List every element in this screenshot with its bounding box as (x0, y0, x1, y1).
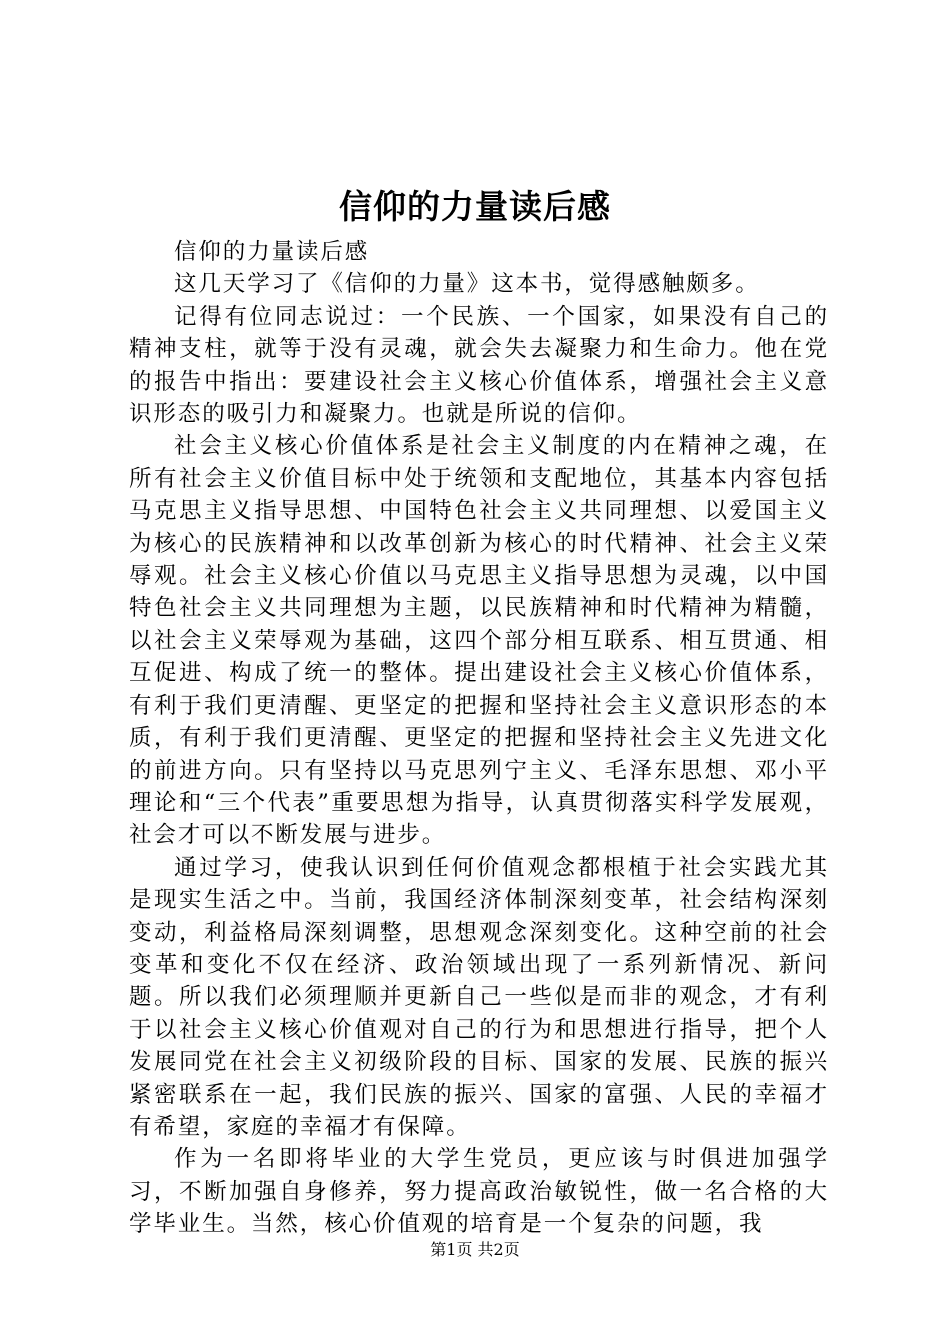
paragraph: 记得有位同志说过：一个民族、一个国家，如果没有自己的精神支柱，就等于没有灵魂，就会失去凝聚力和生命力。他在党的报告中指出：要建设社会主义核心价值体系，增强社会主义意识形态的吸引力和凝聚力。也就是所说的信仰。 (129, 303, 829, 428)
paragraph: 作为一名即将毕业的大学生党员，更应该与时俱进加强学习，不断加强自身修养，努力提高政治敏锐性，做一名合格的大学毕业生。当然，核心价值观的培育是一个复杂的问题，我 (129, 1146, 829, 1238)
paragraph: 社会主义核心价值体系是社会主义制度的内在精神之魂，在所有社会主义价值目标中处于统领和支配地位，其基本内容包括马克思主义指导思想、中国特色社会主义共同理想、以爱国主义为核心的民族精神和以改革创新为核心的时代精神、社会主义荣辱观。社会主义核心价值以马克思主义指导思想为灵魂，以中国特色社会主义共同理想为主题，以民族精神和时代精神为精髓，以社会主义荣辱观为基础，这四个部分相互联系、相互贯通、相互促进、构成了统一的整体。提出建设社会主义核心价值体系，有利于我们更清醒、更坚定的把握和坚持社会主义意识形态的本质，有利于我们更清醒、更坚定的把握和坚持社会主义先进文化的前进方向。只有坚持以马克思列宁主义、毛泽东思想、邓小平理论和“三个代表”重要思想为指导，认真贯彻落实科学发展观，社会才可以不断发展与进步。 (129, 433, 829, 849)
paragraph: 通过学习，使我认识到任何价值观念都根植于社会实践尤其是现实生活之中。当前，我国经济体制深刻变革，社会结构深刻变动，利益格局深刻调整，思想观念深刻变化。这种空前的社会变革和变化不仅在经济、政治领域出现了一系列新情况、新问题。所以我们必须理顺并更新自己一些似是而非的观念，才有利于以社会主义核心价值观对自己的行为和思想进行指导，把个人发展同党在社会主义初级阶段的目标、国家的发展、民族的振兴紧密联系在一起，我们民族的振兴、国家的富强、人民的幸福才有希望，家庭的幸福才有保障。 (129, 854, 829, 1140)
paragraph-intro: 这几天学习了《信仰的力量》这本书，觉得感触颇多。 (174, 271, 760, 298)
document-body (129, 236, 829, 1241)
paragraph-subtitle: 信仰的力量读后感 (174, 239, 370, 265)
page-number-footer: 第1页 共2页 (430, 1240, 520, 1259)
page-title: 信仰的力量读后感 (339, 187, 611, 226)
